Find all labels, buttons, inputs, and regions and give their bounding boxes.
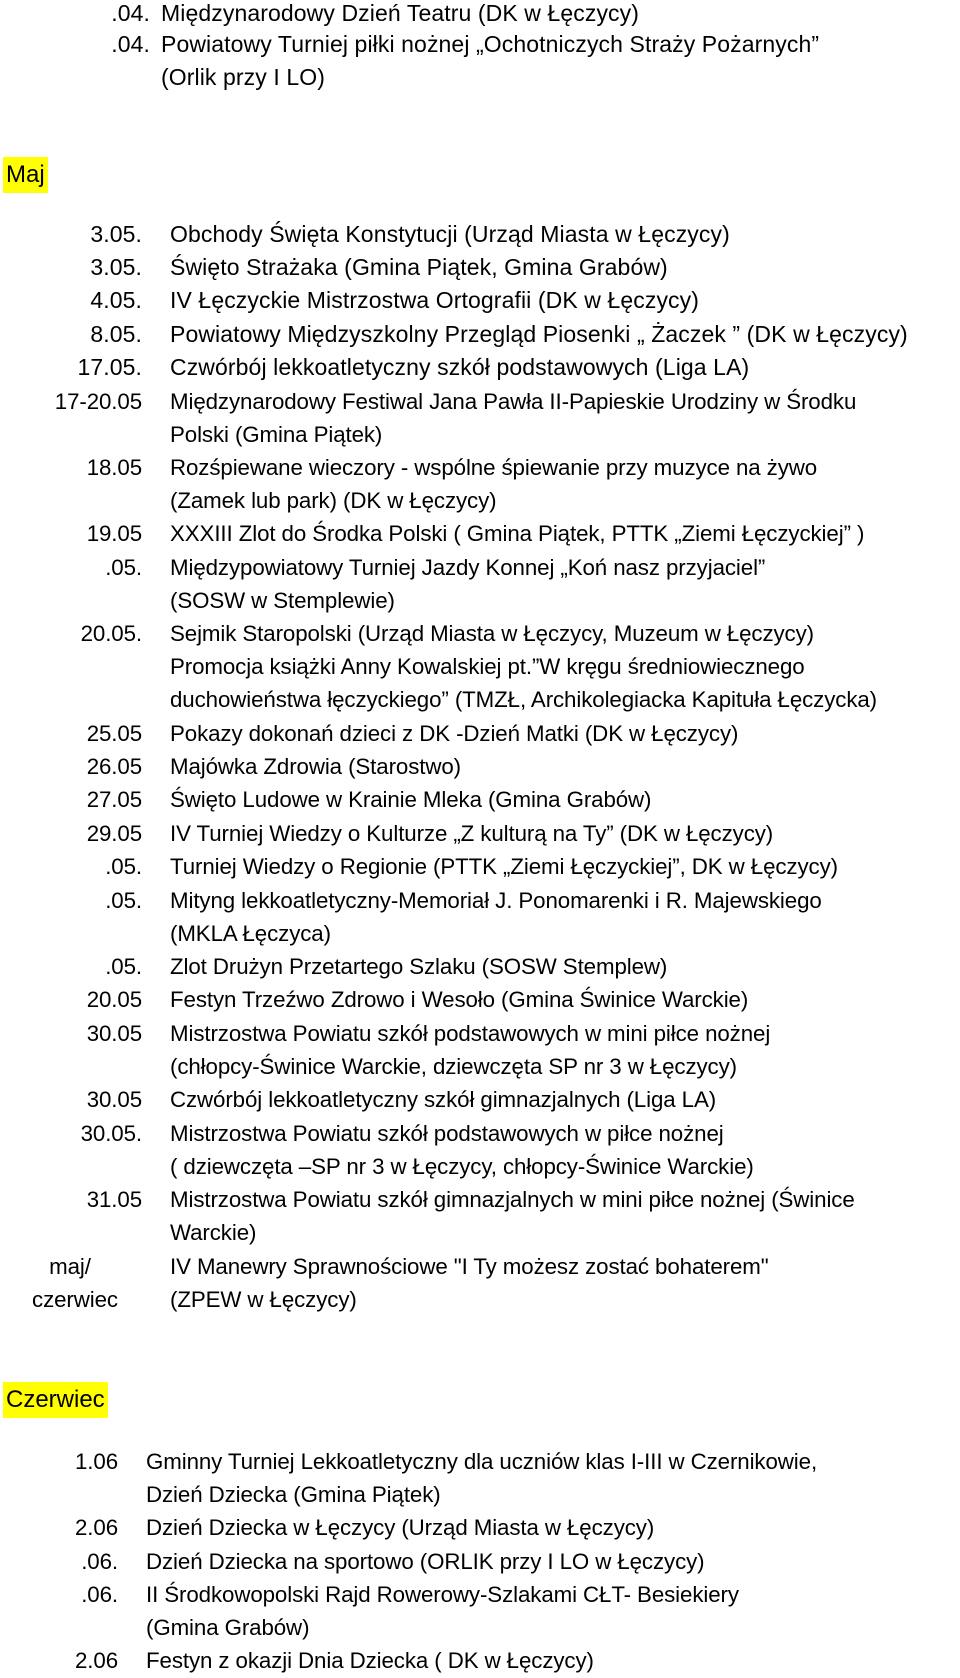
event-date: 3.05. xyxy=(90,254,142,280)
event-text: (MKLA Łęczyca) xyxy=(170,921,331,946)
event-text: (ZPEW w Łęczycy) xyxy=(170,1287,357,1312)
event-date: 30.05 xyxy=(86,1087,142,1112)
event-date: .05. xyxy=(105,854,142,879)
event-text: Czwórbój lekkoatletyczny szkół podstawowych (Liga LA) xyxy=(170,354,750,380)
event-text: Święto Ludowe w Krainie Mleka (Gmina Grabów) xyxy=(170,787,652,812)
event-text: Sejmik Staropolski (Urząd Miasta w Łęczycy, Muzeum w Łęczycy) xyxy=(170,621,814,646)
event-date: 29.05 xyxy=(86,821,142,846)
event-date: 1.06 xyxy=(75,1449,118,1474)
event-text: Powiatowy Międzyszkolny Przegląd Piosenki „ Żaczek ” (DK w Łęczycy) xyxy=(170,321,908,347)
event-text: Warckie) xyxy=(170,1220,257,1245)
month-heading-may: Maj xyxy=(3,157,48,193)
event-text: Mistrzostwa Powiatu szkół podstawowych w mini piłce nożnej xyxy=(170,1021,771,1046)
event-text: Turniej Wiedzy o Regionie (PTTK „Ziemi Łęczyckiej”, DK w Łęczycy) xyxy=(170,854,838,879)
event-text: Mityng lekkoatletyczny-Memoriał J. Ponomarenki i R. Majewskiego xyxy=(170,888,822,913)
event-text: IV Turniej Wiedzy o Kulturze „Z kulturą na Ty” (DK w Łęczycy) xyxy=(170,821,774,846)
event-date: czerwiec xyxy=(32,1287,118,1312)
event-text: Gminny Turniej Lekkoatletyczny dla uczniów klas I-III w Czernikowie, xyxy=(146,1449,818,1474)
event-date: 18.05 xyxy=(86,455,142,480)
event-text: Pokazy dokonań dzieci z DK -Dzień Matki (DK w Łęczycy) xyxy=(170,721,739,746)
event-text: Majówka Zdrowia (Starostwo) xyxy=(170,754,461,779)
event-date: 20.05. xyxy=(80,621,142,646)
event-date: 26.05 xyxy=(86,754,142,779)
event-date: 17-20.05 xyxy=(54,389,142,414)
event-text: Międzynarodowy Dzień Teatru (DK w Łęczycy) xyxy=(161,0,640,26)
event-date: 19.05 xyxy=(86,521,142,546)
event-date: .06. xyxy=(81,1582,118,1607)
event-text: (chłopcy-Świnice Warckie, dziewczęta SP nr 3 w Łęczycy) xyxy=(170,1054,737,1079)
event-text: (Zamek lub park) (DK w Łęczycy) xyxy=(170,488,497,513)
event-text: Obchody Święta Konstytucji (Urząd Miasta w Łęczycy) xyxy=(170,221,730,247)
event-text: duchowieństwa łęczyckiego” (TMZŁ, Archikolegiacka Kapituła Łęczycka) xyxy=(170,687,878,712)
event-text: XXXIII Zlot do Środka Polski ( Gmina Piątek, PTTK „Ziemi Łęczyckiej” ) xyxy=(170,521,865,546)
event-text: (Orlik przy I LO) xyxy=(161,64,325,90)
event-text: Polski (Gmina Piątek) xyxy=(170,422,383,447)
event-text: Dzień Dziecka na sportowo (ORLIK przy I LO w Łęczycy) xyxy=(146,1549,705,1574)
event-date: 2.06 xyxy=(75,1515,118,1540)
month-heading-june: Czerwiec xyxy=(3,1382,108,1418)
event-text: (Gmina Grabów) xyxy=(146,1615,310,1640)
event-text: Promocja książki Anny Kowalskiej pt.”W kręgu średniowiecznego xyxy=(170,654,805,679)
event-date: .04. xyxy=(111,0,150,26)
event-date: 3.05. xyxy=(90,221,142,247)
event-text: Dzień Dziecka w Łęczycy (Urząd Miasta w Łęczycy) xyxy=(146,1515,655,1540)
event-date: .06. xyxy=(81,1549,118,1574)
event-text: IV Manewry Sprawnościowe "I Ty możesz zostać bohaterem" xyxy=(170,1254,769,1279)
event-text: Festyn z okazji Dnia Dziecka ( DK w Łęczycy) xyxy=(146,1648,594,1673)
event-date: 4.05. xyxy=(90,287,142,313)
event-text: IV Łęczyckie Mistrzostwa Ortografii (DK w Łęczycy) xyxy=(170,287,700,313)
event-text: II Środkowopolski Rajd Rowerowy-Szlakami CŁT- Besiekiery xyxy=(146,1582,739,1607)
event-date: 30.05 xyxy=(86,1021,142,1046)
event-text: Powiatowy Turniej piłki nożnej „Ochotniczych Straży Pożarnych” xyxy=(161,31,820,57)
event-text: Dzień Dziecka (Gmina Piątek) xyxy=(146,1482,441,1507)
event-date: 31.05 xyxy=(86,1187,142,1212)
event-date: 27.05 xyxy=(86,787,142,812)
event-date: 20.05 xyxy=(86,987,142,1012)
event-date: 25.05 xyxy=(86,721,142,746)
event-text: (SOSW w Stemplewie) xyxy=(170,588,395,613)
event-text: Zlot Drużyn Przetartego Szlaku (SOSW Stemplew) xyxy=(170,954,668,979)
event-date: 8.05. xyxy=(90,321,142,347)
event-text: Festyn Trzeźwo Zdrowo i Wesoło (Gmina Świnice Warckie) xyxy=(170,987,749,1012)
event-date: .04. xyxy=(111,31,150,57)
event-text: Mistrzostwa Powiatu szkół gimnazjalnych w mini piłce nożnej (Świnice xyxy=(170,1187,855,1212)
event-text: Międzynarodowy Festiwal Jana Pawła II-Papieskie Urodziny w Środku xyxy=(170,389,857,414)
event-text: Rozśpiewane wieczory - wspólne śpiewanie przy muzyce na żywo xyxy=(170,455,818,480)
event-date: 30.05. xyxy=(80,1121,142,1146)
event-text: Międzypowiatowy Turniej Jazdy Konnej „Koń nasz przyjaciel” xyxy=(170,555,766,580)
event-date: 17.05. xyxy=(77,354,142,380)
event-text: ( dziewczęta –SP nr 3 w Łęczycy, chłopcy-Świnice Warckie) xyxy=(170,1154,754,1179)
event-text: Czwórbój lekkoatletyczny szkół gimnazjalnych (Liga LA) xyxy=(170,1087,717,1112)
event-date: 2.06 xyxy=(75,1648,118,1673)
event-date: maj/ xyxy=(49,1254,91,1279)
event-date: .05. xyxy=(105,555,142,580)
event-date: .05. xyxy=(105,954,142,979)
event-date: .05. xyxy=(105,888,142,913)
event-text: Mistrzostwa Powiatu szkół podstawowych w piłce nożnej xyxy=(170,1121,724,1146)
event-text: Święto Strażaka (Gmina Piątek, Gmina Grabów) xyxy=(170,254,668,280)
